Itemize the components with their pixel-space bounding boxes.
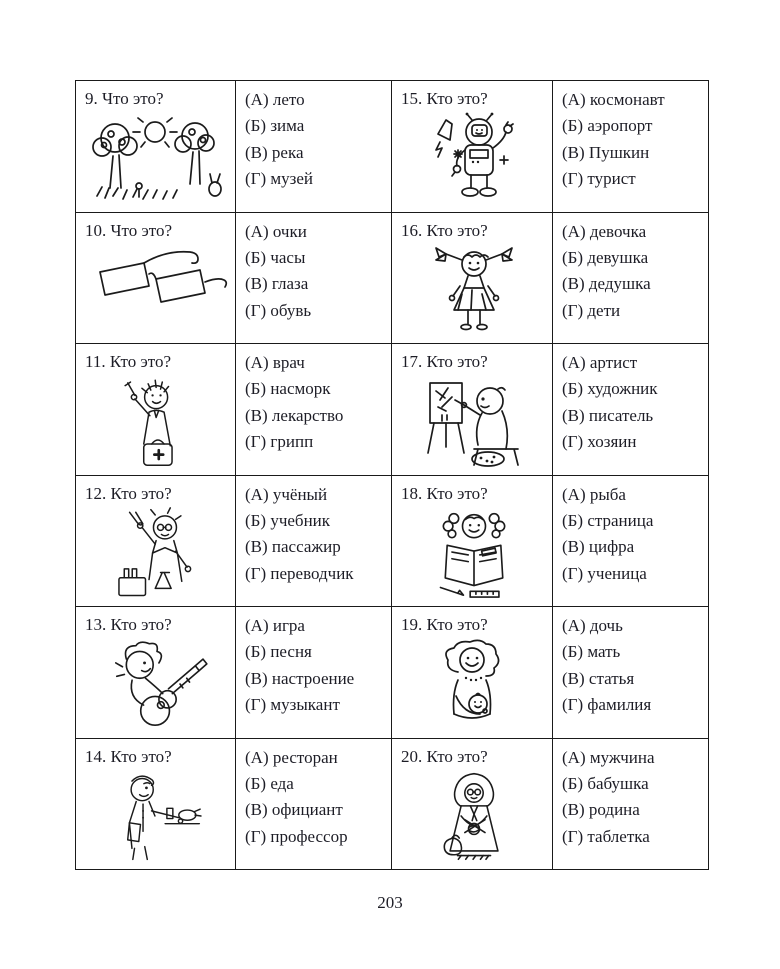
question-title: 17. Кто это? bbox=[401, 352, 488, 371]
answer-option: (А) очки bbox=[245, 221, 307, 241]
answer-option: (Г) профессор bbox=[245, 826, 348, 846]
painter-image bbox=[401, 375, 546, 467]
question-cell-19 bbox=[392, 607, 553, 739]
answer-option: (В) пассажир bbox=[245, 537, 341, 557]
question-cell-12 bbox=[76, 476, 236, 608]
girl-image bbox=[401, 244, 546, 332]
options-cell-11 bbox=[236, 344, 392, 476]
answer-option: (Г) переводчик bbox=[245, 563, 354, 583]
question-cell-10 bbox=[76, 213, 236, 345]
answer-option: (А) девочка bbox=[562, 221, 647, 241]
grandmother-icon bbox=[428, 770, 520, 862]
answer-option: (Г) таблетка bbox=[562, 826, 650, 846]
answer-option: (А) дочь bbox=[562, 616, 623, 635]
answer-option: (Б) аэропорт bbox=[562, 116, 653, 136]
question-cell-16 bbox=[392, 213, 553, 345]
options-cell-12 bbox=[236, 476, 392, 608]
options-cell-10 bbox=[236, 213, 392, 345]
mother-with-child-image bbox=[401, 638, 546, 726]
guitarist-image bbox=[85, 638, 229, 730]
options-cell-13 bbox=[236, 607, 392, 739]
boy-with-guitar-icon bbox=[101, 638, 213, 730]
doctor-icon bbox=[111, 375, 203, 467]
answer-option: (А) артист bbox=[562, 353, 638, 372]
grandmother-image bbox=[401, 770, 546, 862]
question-title: 20. Кто это? bbox=[401, 746, 488, 766]
options-cell-18 bbox=[553, 476, 709, 608]
question-cell-20 bbox=[392, 739, 553, 871]
painter-at-easel-icon bbox=[418, 375, 530, 467]
question-title: 9. Что это? bbox=[85, 89, 164, 108]
girl-with-pigtails-icon bbox=[426, 244, 522, 332]
answer-option: (Г) турист bbox=[562, 169, 636, 189]
answer-option: (Б) часы bbox=[245, 247, 306, 267]
answer-option: (Б) песня bbox=[245, 642, 312, 662]
answer-option: (А) ресторан bbox=[245, 747, 338, 767]
eyeglasses-icon bbox=[86, 244, 228, 316]
answer-option: (В) Пушкин bbox=[562, 142, 650, 162]
answer-option: (Б) художник bbox=[562, 379, 658, 399]
options-cell-20 bbox=[553, 739, 709, 871]
answer-option: (А) лето bbox=[245, 90, 305, 109]
question-cell-13 bbox=[76, 607, 236, 739]
answer-option: (Г) музыкант bbox=[245, 695, 340, 715]
question-title: 14. Кто это? bbox=[85, 746, 172, 766]
cosmonaut-image bbox=[401, 112, 546, 204]
answer-option: (В) родина bbox=[562, 800, 640, 820]
answer-option: (А) космонавт bbox=[562, 90, 665, 109]
eyeglasses-image bbox=[85, 244, 229, 316]
answer-option: (Г) ученица bbox=[562, 563, 647, 583]
answer-option: (В) официант bbox=[245, 800, 343, 820]
mother-with-child-icon bbox=[428, 638, 520, 726]
question-title: 10. Что это? bbox=[85, 220, 173, 240]
options-cell-16 bbox=[553, 213, 709, 345]
waiter-icon bbox=[103, 770, 210, 862]
options-cell-15 bbox=[553, 81, 709, 213]
answer-option: (Б) девушка bbox=[562, 247, 649, 267]
question-title: 15. Кто это? bbox=[401, 89, 488, 108]
page-number: 203 bbox=[377, 893, 403, 912]
question-cell-11 bbox=[76, 344, 236, 476]
answer-option: (Г) дети bbox=[562, 300, 621, 320]
answer-option: (Б) учебник bbox=[245, 510, 331, 530]
scientist-image bbox=[85, 507, 229, 599]
summer-landscape-icon bbox=[87, 112, 227, 202]
answer-option: (В) цифра bbox=[562, 537, 635, 557]
answer-option: (В) лекарство bbox=[245, 405, 344, 425]
answer-option: (Г) обувь bbox=[245, 300, 312, 320]
question-title: 18. Кто это? bbox=[401, 483, 488, 503]
answer-option: (А) врач bbox=[245, 353, 305, 372]
question-title: 19. Кто это? bbox=[401, 615, 488, 634]
doctor-image bbox=[85, 375, 229, 467]
options-cell-17 bbox=[553, 344, 709, 476]
cosmonaut-icon bbox=[424, 112, 524, 204]
answer-option: (В) статья bbox=[562, 668, 635, 688]
answer-option: (Б) страница bbox=[562, 510, 654, 530]
schoolgirl-reading-icon bbox=[424, 507, 524, 599]
quiz-table bbox=[75, 80, 709, 870]
options-cell-19 bbox=[553, 607, 709, 739]
answer-option: (А) учёный bbox=[245, 484, 328, 504]
answer-option: (А) мужчина bbox=[562, 747, 655, 767]
answer-option: (Г) музей bbox=[245, 169, 314, 189]
answer-option: (Г) хозяин bbox=[562, 432, 637, 452]
answer-option: (В) писатель bbox=[562, 405, 654, 425]
waiter-image bbox=[85, 770, 229, 862]
question-title: 13. Кто это? bbox=[85, 615, 172, 634]
options-cell-9 bbox=[236, 81, 392, 213]
answer-option: (Г) фамилия bbox=[562, 695, 652, 715]
answer-option: (В) глаза bbox=[245, 274, 309, 294]
answer-option: (А) рыба bbox=[562, 484, 626, 504]
question-title: 11. Кто это? bbox=[85, 352, 172, 371]
answer-option: (Б) бабушка bbox=[562, 773, 649, 793]
question-cell-15 bbox=[392, 81, 553, 213]
answer-option: (Б) зима bbox=[245, 116, 305, 136]
answer-option: (В) дедушка bbox=[562, 274, 651, 294]
answer-option: (Б) насморк bbox=[245, 379, 331, 399]
schoolgirl-reading-image bbox=[401, 507, 546, 599]
answer-option: (В) настроение bbox=[245, 668, 355, 688]
answer-option: (Б) еда bbox=[245, 773, 294, 793]
question-title: 12. Кто это? bbox=[85, 483, 172, 503]
answer-option: (В) река bbox=[245, 142, 304, 162]
question-cell-9 bbox=[76, 81, 236, 213]
question-title: 16. Кто это? bbox=[401, 220, 488, 240]
summer-landscape-image bbox=[85, 112, 229, 202]
question-cell-17 bbox=[392, 344, 553, 476]
options-cell-14 bbox=[236, 739, 392, 871]
answer-option: (Б) мать bbox=[562, 642, 621, 662]
answer-option: (Г) грипп bbox=[245, 432, 314, 452]
question-cell-18 bbox=[392, 476, 553, 608]
scientist-icon bbox=[109, 507, 205, 599]
question-cell-14 bbox=[76, 739, 236, 871]
answer-option: (А) игра bbox=[245, 616, 305, 635]
